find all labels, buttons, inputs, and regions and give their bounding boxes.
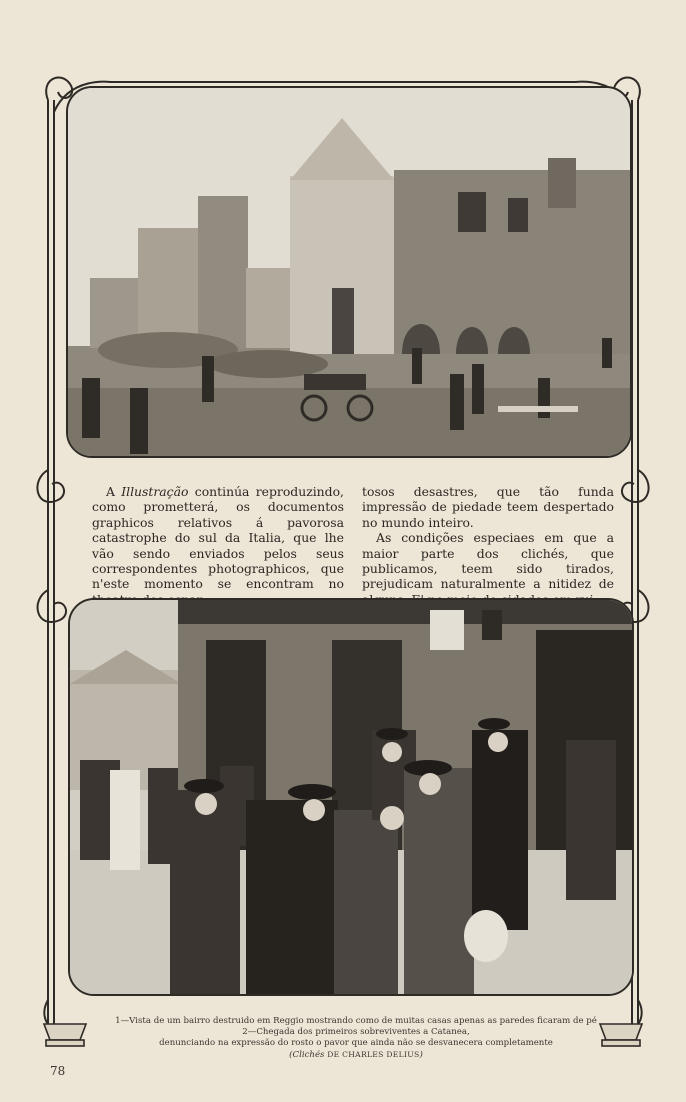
text-column-right	[362, 484, 614, 607]
photo-reggio-destroyed-street	[66, 86, 632, 458]
publication-name: Illustração	[121, 484, 189, 499]
paragraph-conditions: As condições especiaes em que a maior parte dos clichés, que publicamos, teem sido tirados, prejudicam naturalmente a nitidez de	[362, 530, 614, 592]
article-body	[92, 484, 614, 607]
photo-survivors-arriving-catania	[68, 598, 634, 996]
photo-credit: (Clichés DE CHARLES DELIUS)	[289, 1050, 423, 1060]
photo-caption	[96, 1016, 616, 1061]
paragraph-continuation: tosos desastres, que tão funda impressão de piedade teem despertado no mundo inteiro.	[362, 484, 614, 530]
caption-line-1: 1—Vista de um bairro destruido em Reggio mostrando como de muitas casas apenas as paredes ficaram de pé	[115, 1016, 597, 1026]
page-number: 78	[50, 1064, 66, 1078]
text-column-left	[92, 484, 344, 607]
paragraph-intro: A Illustração continúa reproduzindo, como prometterá, os documentos graphicos relativos á pavorosa catastrophe do sul da Italia, que lhe vão sendo enviados pelos seus correspondentes photographicos, que n'este momento se encontram no	[92, 484, 344, 592]
caption-line-2: 2—Chegada dos primeiros sobreviventes a Catanea,	[242, 1027, 470, 1037]
caption-line-3: denunciando na expressão do rosto o pavor que ainda não se desvanecera completamente	[159, 1038, 553, 1048]
